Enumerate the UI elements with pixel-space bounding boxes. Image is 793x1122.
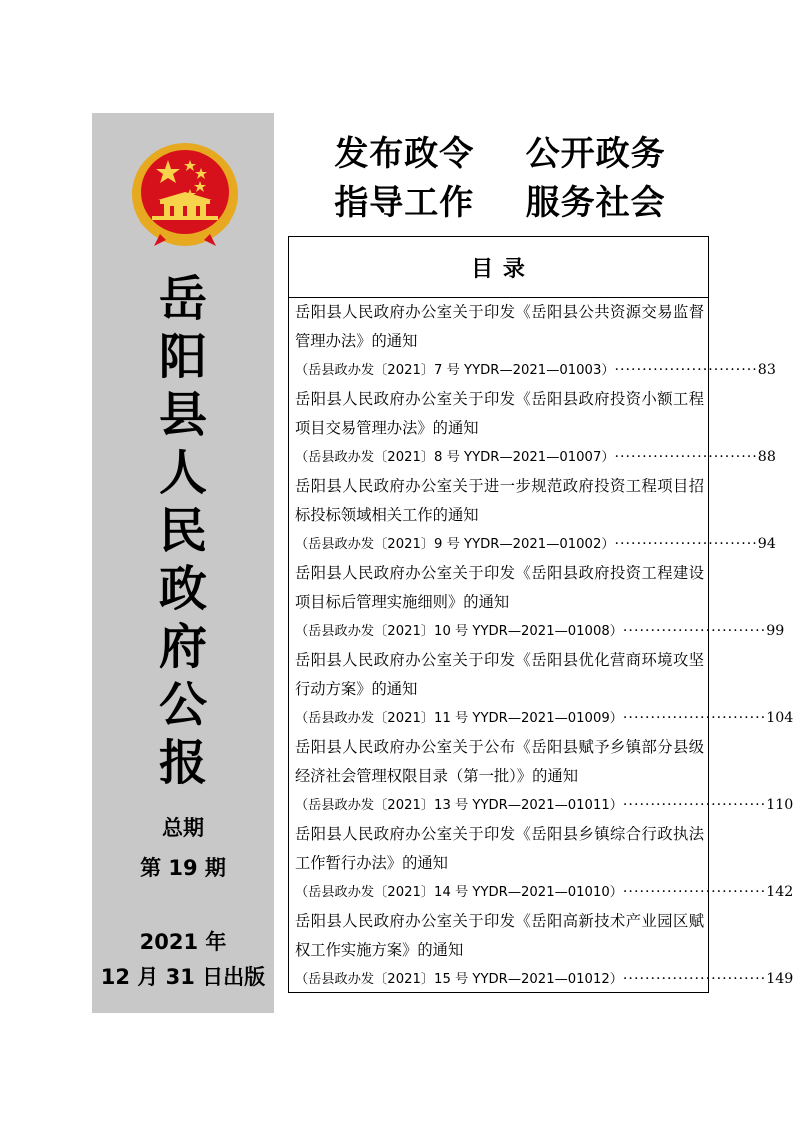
publish-year: 2021 年: [139, 930, 227, 954]
leader-dots: ··························: [622, 797, 767, 813]
leader-dots: ··························: [622, 884, 767, 900]
toc-entry-title[interactable]: 岳阳县人民政府办公室关于印发《岳阳高新技术产业园区赋权工作实施方案》的通知: [295, 912, 704, 959]
title-char: 岳: [158, 271, 207, 327]
toc-entry[interactable]: [295, 646, 793, 733]
publish-date: 12 月 31 日出版: [100, 965, 266, 989]
document-number: （岳县政办发〔2021〕10 号 YYDR—2021—01008）: [295, 624, 623, 639]
toc-entry-reference: [295, 878, 793, 907]
toc-entry-title[interactable]: 岳阳县人民政府办公室关于印发《岳阳县公共资源交易监督管理办法》的通知: [295, 303, 704, 350]
title-char: 人: [158, 445, 207, 501]
toc-entry[interactable]: [295, 298, 776, 385]
leader-dots: ··························: [622, 971, 767, 987]
toc-entry-title[interactable]: 岳阳县人民政府办公室关于进一步规范政府投资工程项目招标投标领域相关工作的通知: [295, 477, 704, 524]
leader-dots: ··························: [614, 362, 758, 378]
toc-entry-reference: [295, 965, 793, 994]
document-number: （岳县政办发〔2021〕9 号 YYDR—2021—01002）: [295, 537, 615, 552]
toc-entry-title[interactable]: 岳阳县人民政府办公室关于公布《岳阳县赋予乡镇部分县级经济社会管理权限目录（第一批）》的通知: [295, 738, 704, 785]
toc-entry-reference: [295, 704, 793, 733]
title-char: 县: [158, 387, 207, 443]
leader-dots: ··························: [622, 710, 767, 726]
page-number: 88: [757, 449, 776, 465]
document-number: （岳县政办发〔2021〕15 号 YYDR—2021—01012）: [295, 972, 623, 987]
toc-entry[interactable]: [295, 733, 793, 820]
page-number: 104: [766, 710, 793, 726]
toc-entry-reference: [295, 443, 776, 472]
toc-entry-reference: [295, 356, 776, 385]
document-number: （岳县政办发〔2021〕8 号 YYDR—2021—01007）: [295, 450, 615, 465]
document-number: （岳县政办发〔2021〕7 号 YYDR—2021—01003）: [295, 363, 615, 378]
page-number: 99: [766, 623, 785, 639]
issue-label: 总期: [162, 816, 204, 840]
page-number: 94: [757, 536, 776, 552]
slogan-line-1: 发布政令 公开政务: [334, 134, 666, 174]
page-number: 149: [766, 971, 793, 987]
page-number: 142: [766, 884, 793, 900]
page-number: 83: [757, 362, 776, 378]
toc-entry[interactable]: [295, 472, 776, 559]
toc-entry[interactable]: [295, 907, 793, 994]
issue-number: 第 19 期: [140, 856, 226, 880]
page-number: 110: [766, 797, 793, 813]
leader-dots: ··························: [622, 623, 767, 639]
toc-heading: 目 录: [289, 237, 708, 298]
leader-dots: ··························: [614, 536, 758, 552]
title-char: 公: [158, 677, 207, 733]
document-number: （岳县政办发〔2021〕14 号 YYDR—2021—01010）: [295, 885, 623, 900]
toc-entry[interactable]: [295, 559, 785, 646]
title-char: 政: [158, 561, 207, 617]
toc-entry[interactable]: [295, 820, 793, 907]
national-emblem-icon: [130, 142, 240, 246]
toc-list: [289, 298, 793, 994]
toc-entry-title[interactable]: 岳阳县人民政府办公室关于印发《岳阳县政府投资工程建设项目标后管理实施细则》的通知: [295, 564, 704, 611]
document-number: （岳县政办发〔2021〕13 号 YYDR—2021—01011）: [295, 798, 623, 813]
title-char: 民: [158, 503, 207, 559]
toc-entry-title[interactable]: 岳阳县人民政府办公室关于印发《岳阳县乡镇综合行政执法工作暂行办法》的通知: [295, 825, 704, 872]
toc-entry-title[interactable]: 岳阳县人民政府办公室关于印发《岳阳县政府投资小额工程项目交易管理办法》的通知: [295, 390, 704, 437]
slogan-line-2: 指导工作 服务社会: [334, 183, 666, 223]
title-char: 府: [158, 619, 207, 675]
toc-entry-reference: [295, 530, 776, 559]
toc-entry-reference: [295, 617, 785, 646]
title-char: 阳: [158, 329, 207, 385]
table-of-contents: [288, 236, 793, 993]
toc-entry-title[interactable]: 岳阳县人民政府办公室关于印发《岳阳县优化营商环境攻坚行动方案》的通知: [295, 651, 704, 698]
leader-dots: ··························: [614, 449, 758, 465]
vertical-title: [92, 270, 274, 792]
toc-entry-reference: [295, 791, 793, 820]
toc-entry[interactable]: [295, 385, 776, 472]
title-char: 报: [158, 735, 207, 791]
document-number: （岳县政办发〔2021〕11 号 YYDR—2021—01009）: [295, 711, 623, 726]
